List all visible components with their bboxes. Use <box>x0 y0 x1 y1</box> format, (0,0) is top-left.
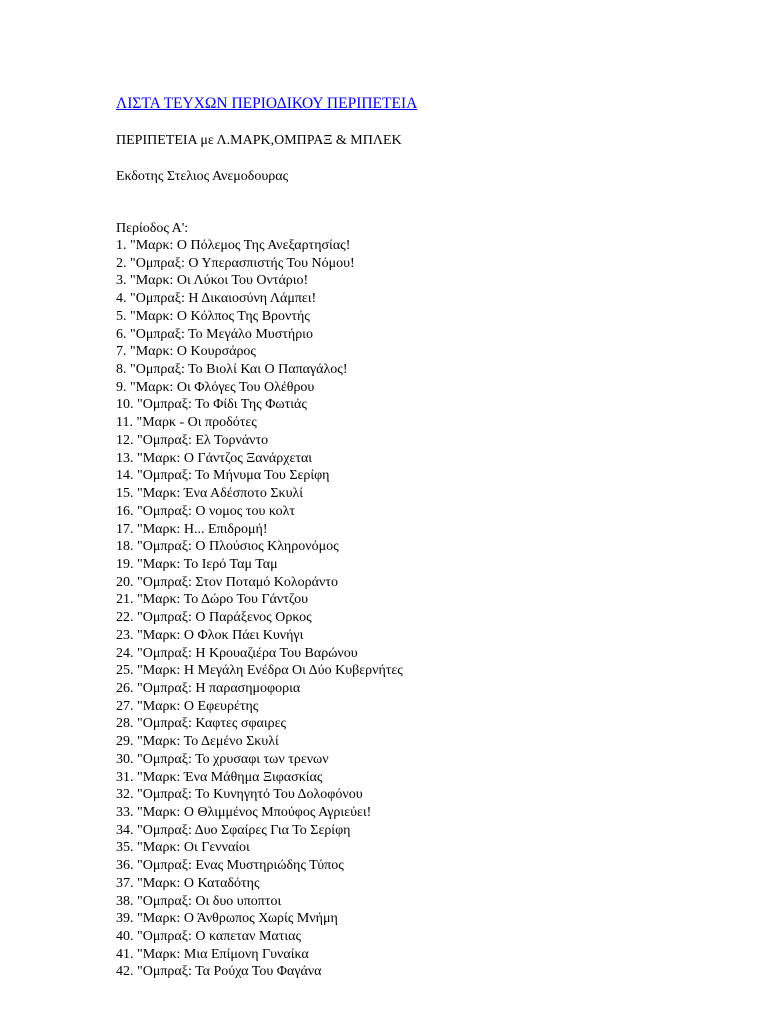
issue-item: 10. "Ομπραξ: Το Φίδι Της Φωτιάς <box>116 397 307 413</box>
issue-item: 18. "Ομπραξ: Ο Πλούσιος Κληρονόμος <box>116 539 339 555</box>
issue-item: 29. "Μαρκ: Το Δεμένο Σκυλί <box>116 734 279 750</box>
issue-item: 30. "Ομπραξ: Το χρυσαφι των τρενων <box>116 751 329 767</box>
issue-item: 17. "Μαρκ: Η... Επιδρομή! <box>116 521 268 537</box>
issue-item: 37. "Μαρκ: Ο Καταδότης <box>116 875 260 891</box>
issue-item: 38. "Ομπραξ: Οι δυο υποπτοι <box>116 893 282 909</box>
issue-item: 20. "Ομπραξ: Στον Ποταμό Κολοράντο <box>116 574 338 590</box>
issue-item: 28. "Ομπραξ: Καφτες σφαιρες <box>116 716 287 732</box>
issue-item: 35. "Μαρκ: Οι Γενναίοι <box>116 840 250 856</box>
issue-item: 19. "Μαρκ: Το Ιερό Ταμ Ταμ <box>116 556 278 572</box>
issue-item: 40. "Ομπραξ: Ο καπεταν Ματιας <box>116 929 302 945</box>
issue-item: 42. "Ομπραξ: Τα Ρούχα Του Φαγάνα <box>116 964 322 980</box>
issue-item: 3. "Μαρκ: Οι Λύκοι Του Οντάριο! <box>116 273 309 289</box>
document-subtitle: ΠΕΡΙΠΕΤΕΙΑ με Λ.ΜΑΡΚ,ΟΜΠΡΑΞ & ΜΠΛΕΚ <box>116 133 402 148</box>
issue-item: 16. "Ομπραξ: Ο νομος του κολτ <box>116 503 296 519</box>
issue-item: 4. "Ομπραξ: Η Δικαιοσύνη Λάμπει! <box>116 291 317 307</box>
issue-item: 33. "Μαρκ: Ο Θλιμμένος Μπούφος Αγριεύει! <box>116 805 372 820</box>
issue-item: 9. "Μαρκ: Οι Φλόγες Του Ολέθρου <box>116 379 315 395</box>
issue-item: 12. "Ομπραξ: Ελ Τορνάντο <box>116 432 269 448</box>
issue-item: 23. "Μαρκ: Ο Φλοκ Πάει Κυνήγι <box>116 627 304 643</box>
issue-item: 2. "Ομπραξ: Ο Υπερασπιστής Του Νόμου! <box>116 255 355 271</box>
issue-item: 1. "Μαρκ: Ο Πόλεμος Της Ανεξαρτησίας! <box>116 238 351 253</box>
issue-item: 7. "Μαρκ: Ο Κουρσάρος <box>116 344 256 360</box>
issue-item: 13. "Μαρκ: Ο Γάντζος Ξανάρχεται <box>116 450 313 466</box>
issue-item: 21. "Μαρκ: Το Δώρο Του Γάντζου <box>116 592 309 608</box>
issue-item: 6. "Ομπραξ: Το Μεγάλο Μυστήριο <box>116 326 313 342</box>
document-title-link[interactable]: ΛΙΣΤΑ ΤΕΥΧΩΝ ΠΕΡΙΟΔΙΚΟΥ ΠΕΡΙΠΕΤΕΙΑ <box>116 95 418 112</box>
issue-item: 11. "Μαρκ - Οι προδότες <box>116 415 257 431</box>
issue-item: 22. "Ομπραξ: Ο Παράξενος Ορκος <box>116 610 312 626</box>
issue-item: 25. "Μαρκ: Η Μεγάλη Ενέδρα Οι Δύο Κυβερνήτες <box>116 663 403 679</box>
issue-list <box>116 237 403 981</box>
issue-item: 32. "Ομπραξ: Το Κυνηγητό Του Δολοφόνου <box>116 787 363 803</box>
issue-item: 36. "Ομπραξ: Ενας Μυστηριώδης Τύπος <box>116 858 344 874</box>
publisher-line: Εκδοτης Στελιος Ανεμοδουρας <box>116 169 289 184</box>
issue-item: 26. "Ομπραξ: Η παρασημοφορια <box>116 680 301 696</box>
issue-item: 31. "Μαρκ: Ένα Μάθημα Ξιφασκίας <box>116 769 323 785</box>
issue-item: 14. "Ομπραξ: Το Μήνυμα Του Σερίφη <box>116 468 330 484</box>
issue-item: 41. "Μαρκ: Μια Επίμονη Γυναίκα <box>116 946 309 962</box>
issue-item: 5. "Μαρκ: Ο Κόλπος Της Βροντής <box>116 308 310 324</box>
issue-item: 15. "Μαρκ: Ένα Αδέσποτο Σκυλί <box>116 486 304 502</box>
period-heading: Περίοδος Α': <box>116 221 189 236</box>
issue-item: 27. "Μαρκ: Ο Εφευρέτης <box>116 698 259 714</box>
issue-item: 8. "Ομπραξ: Το Βιολί Και Ο Παπαγάλος! <box>116 362 348 378</box>
issue-item: 39. "Μαρκ: Ο Άνθρωπος Χωρίς Μνήμη <box>116 911 338 927</box>
issue-item: 34. "Ομπραξ: Δυο Σφαίρες Για Το Σερίφη <box>116 822 351 838</box>
issue-item: 24. "Ομπραξ: Η Κρουαζιέρα Του Βαρώνου <box>116 645 358 661</box>
